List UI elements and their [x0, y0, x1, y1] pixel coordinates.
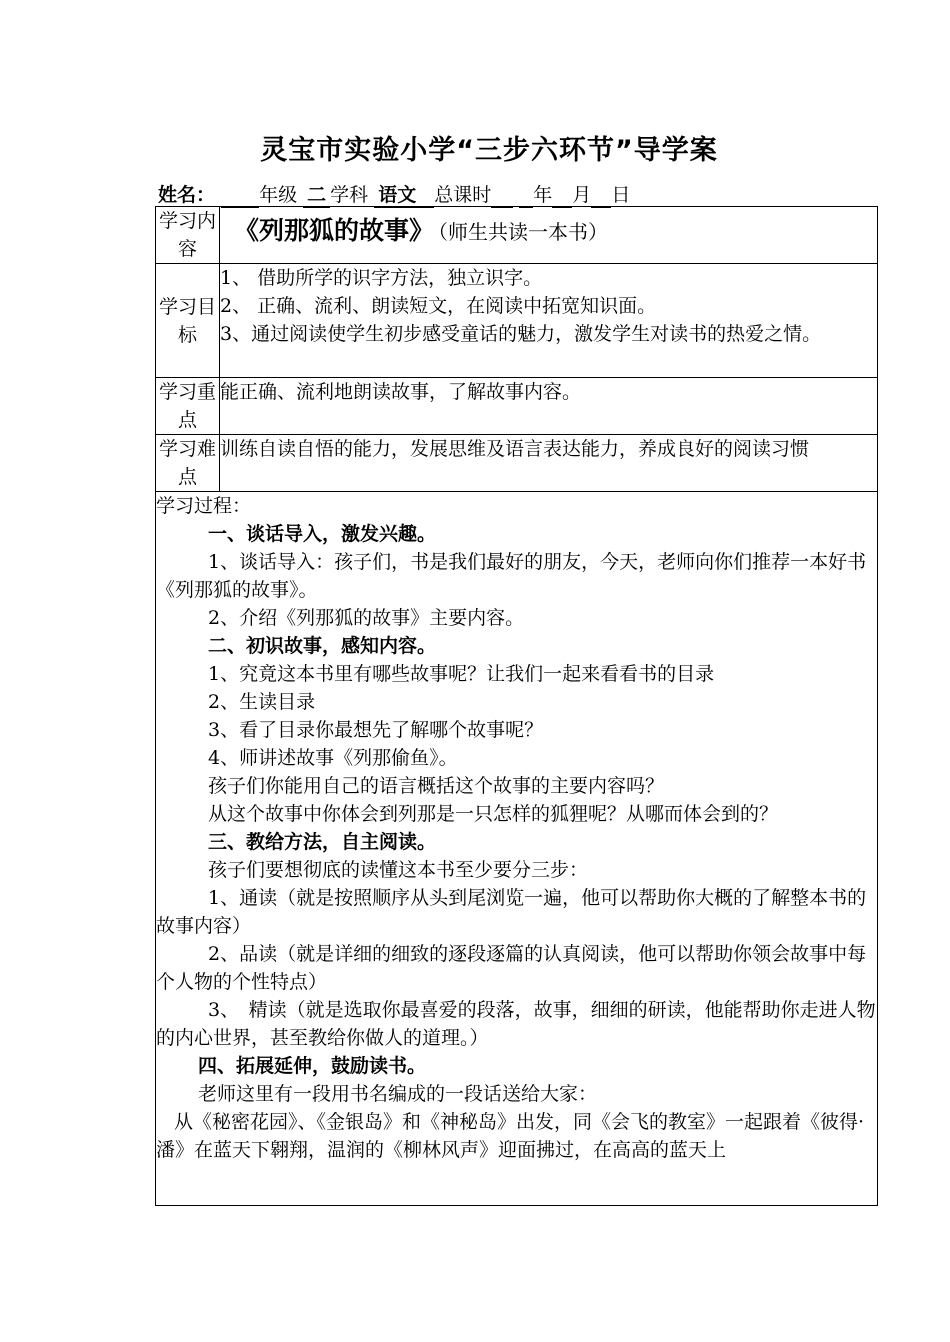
- process-paragraph: 1、谈话导入：孩子们，书是我们最好的朋友，今天，老师向你们推荐一本好书《列那狐的故事》。: [156, 551, 867, 601]
- subject-blank: [420, 187, 434, 208]
- header-info-line: [158, 180, 630, 208]
- content-row: [156, 207, 878, 264]
- goal-item: 3、通过阅读使学生初步感受童话的魅力，激发学生对读书的热爱之情。: [220, 323, 822, 345]
- goal-item: 2、 正确、流利、朗读短文，在阅读中拓宽知识面。: [220, 295, 657, 317]
- month-blank: [552, 187, 572, 208]
- subject-value: 语文: [374, 180, 420, 208]
- process-paragraph: 2、介绍《列那狐的故事》主要内容。: [208, 607, 525, 629]
- year-label: 年: [533, 184, 553, 206]
- process-paragraph: 1、究竟这本书里有哪些故事呢？让我们一起来看看书的目录: [208, 663, 715, 685]
- total-lessons-blank: [491, 187, 513, 208]
- subject-label: 学科: [330, 184, 369, 206]
- process-paragraph: 从这个故事中你体会到列那是一只怎样的狐狸呢？从哪而体会到的？: [208, 803, 779, 825]
- content-cell: [220, 207, 878, 264]
- grade-value: 二: [303, 180, 330, 208]
- process-paragraph: 4、师讲述故事《列那偷鱼》。: [208, 747, 458, 769]
- grade-blank: [221, 187, 259, 208]
- content-label: 学习内容: [156, 207, 220, 264]
- lesson-title: 《列那狐的故事》: [234, 216, 435, 245]
- process-paragraph: 从《秘密花园》、《金银岛》和《神秘岛》出发，同《会飞的教室》一起跟着《彼得·潘》在蓝天下翱翔，温润的《柳林风声》迎面拂过，在高高的蓝天上: [156, 1111, 865, 1161]
- process-section-heading: 三、教给方法，自主阅读。: [208, 831, 437, 853]
- day-label: 日: [611, 184, 631, 206]
- difficulty-row: [156, 435, 878, 492]
- process-paragraph: 3、 精读（就是选取你最喜爱的段落，故事，细细的研读，他能帮助你走进人物的内心世界，甚至教给你做人的道理。）: [156, 999, 876, 1049]
- study-plan-table: [155, 206, 878, 1206]
- process-row: [156, 492, 878, 1206]
- lesson-subtitle: （师生共读一本书）: [438, 220, 609, 244]
- year-blank: [519, 187, 533, 208]
- key-point-label: 学习重点: [156, 378, 220, 435]
- goals-label: 学习目标: [156, 264, 220, 378]
- process-section-heading: 四、拓展延伸，鼓励读书。: [198, 1055, 427, 1077]
- process-paragraph: 孩子们要想彻底的读懂这本书至少要分三步：: [208, 859, 589, 881]
- name-label: 姓名：: [158, 184, 216, 206]
- month-label: 月: [572, 184, 592, 206]
- process-cell: [156, 492, 878, 1206]
- goals-row: [156, 264, 878, 378]
- process-paragraph: 老师这里有一段用书名编成的一段话送给大家：: [198, 1083, 598, 1105]
- process-section-heading: 一、谈话导入，激发兴趣。: [208, 523, 437, 545]
- goals-cell: [220, 264, 878, 378]
- process-paragraph: 1、通读（就是按照顺序从头到尾浏览一遍，他可以帮助你大概的了解整本书的故事内容）: [156, 887, 867, 937]
- process-heading: 学习过程：: [156, 495, 252, 517]
- process-section-heading: 二、初识故事，感知内容。: [208, 635, 437, 657]
- difficulty-label: 学习难点: [156, 435, 220, 492]
- goal-item: 1、 借助所学的识字方法，独立识字。: [220, 267, 543, 289]
- process-body: [156, 492, 877, 1164]
- difficulty-text: 训练自读自悟的能力，发展思维及语言表达能力，养成良好的阅读习惯: [220, 435, 878, 492]
- day-blank: [591, 187, 611, 208]
- process-paragraph: 孩子们你能用自己的语言概括这个故事的主要内容吗？: [208, 775, 665, 797]
- key-point-text: 能正确、流利地朗读故事，了解故事内容。: [220, 378, 878, 435]
- process-paragraph: 2、品读（就是详细的细致的逐段逐篇的认真阅读，他可以帮助你领会故事中每个人物的个性特点）: [156, 943, 867, 993]
- page-title: 灵宝市实验小学“三步六环节”导学案: [260, 135, 718, 166]
- total-lessons-label: 总课时: [434, 184, 492, 206]
- grade-label: 年级: [259, 184, 298, 206]
- process-paragraph: 2、生读目录: [208, 691, 316, 713]
- process-paragraph: 3、看了目录你最想先了解哪个故事呢？: [208, 719, 544, 741]
- key-point-row: [156, 378, 878, 435]
